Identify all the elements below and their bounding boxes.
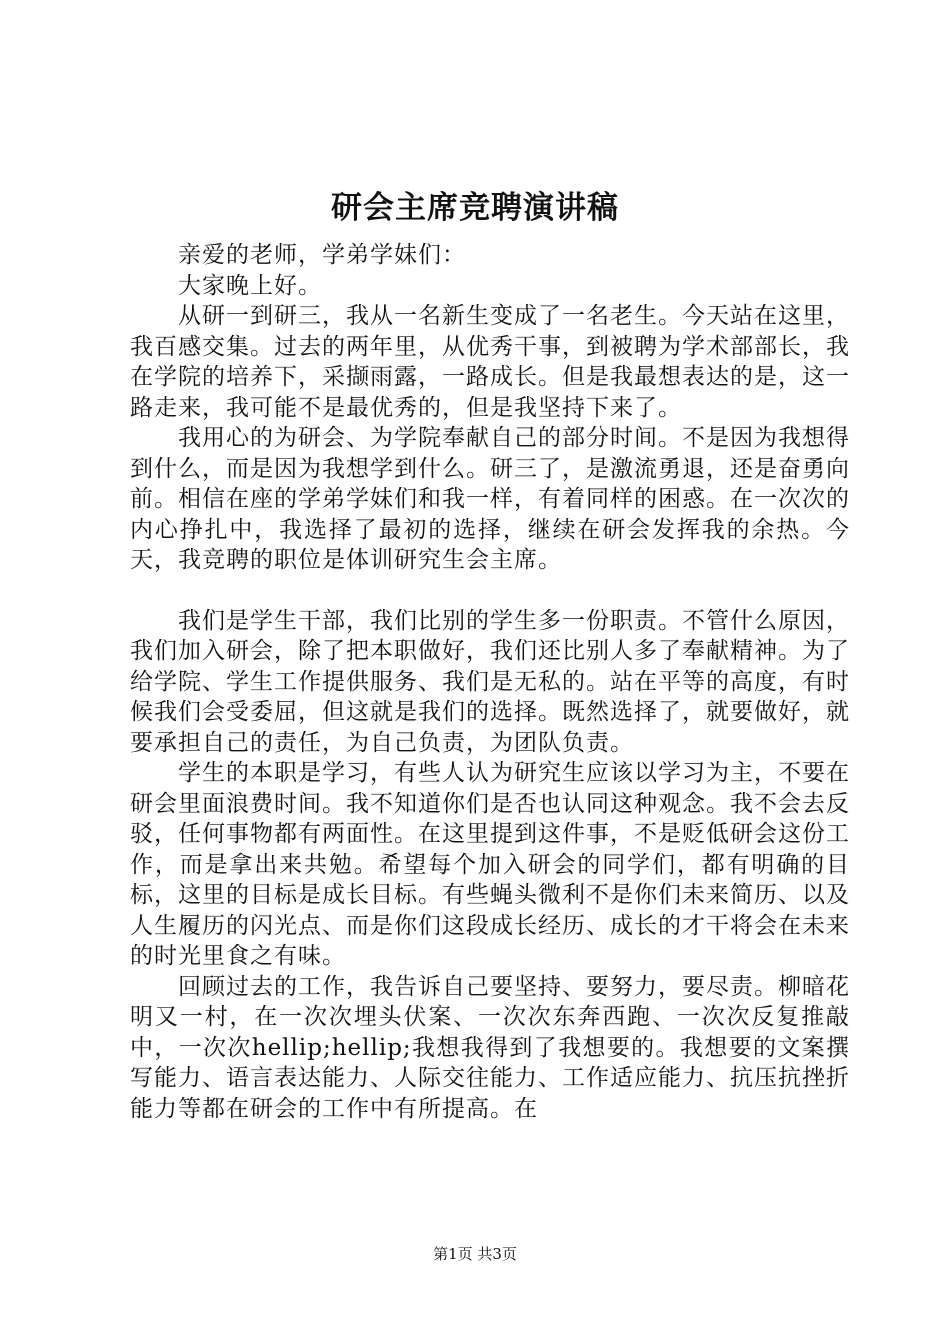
document-body: [130, 240, 850, 1124]
body-paragraph-1: 从研一到研三，我从一名新生变成了一名老生。今天站在这里，我百感交集。过去的两年里，从优秀干事，到被聘为学术部部长，我在学院的培养下，采撷雨露，一路成长。但是我最想表达的是，这一路走来，我可能不是最优秀的，但是我坚持下来了。: [130, 303, 850, 421]
page-footer: 第1页 共3页: [433, 1245, 517, 1263]
salutation-paragraph: 亲爱的老师，学弟学妹们：: [178, 242, 466, 268]
body-paragraph-4: 学生的本职是学习，有些人认为研究生应该以学习为主，不要在研会里面浪费时间。我不知道你们是否也认同这种观念。我不会去反驳，任何事物都有两面性。在这里提到这件事，不是贬低研会这份工作，而是拿出来共勉。希望每个加入研会的同学们，都有明确的目标，这里的目标是成长目标。有些蝇头微利不是你们未来简历、以及人生履历的闪光点、而是你们这段成长经历、成长的才干将会在未来的时光里食之有味。: [130, 760, 850, 969]
document-title: 研会主席竞聘演讲稿: [331, 190, 619, 226]
body-paragraph-5: 回顾过去的工作，我告诉自己要坚持、要努力，要尽责。柳暗花明又一村，在一次次埋头伏案、一次次东奔西跑、一次次反复推敲中，一次次hellip;hellip;我想我得到了我想要的。我想要的文案撰写能力、语言表达能力、人际交往能力、工作适应能力、抗压抗挫折能力等都在研会的工作中有所提高。在: [130, 973, 850, 1122]
body-paragraph-2: 我用心的为研会、为学院奉献自己的部分时间。不是因为我想得到什么，而是因为我想学到什么。研三了，是激流勇退，还是奋勇向前。相信在座的学弟学妹们和我一样，有着同样的困惑。在一次次的内心挣扎中，我选择了最初的选择，继续在研会发挥我的余热。今天，我竞聘的职位是体训研究生会主席。: [130, 425, 850, 573]
greeting-paragraph: 大家晚上好。: [178, 272, 322, 299]
body-paragraph-3: 我们是学生干部，我们比别的学生多一份职责。不管什么原因，我们加入研会，除了把本职做好，我们还比别人多了奉献精神。为了给学院、学生工作提供服务、我们是无私的。站在平等的高度，有时候我们会受委屈，但这就是我们的选择。既然选择了，就要做好，就要承担自己的责任，为自己负责，为团队负责。: [130, 607, 850, 756]
